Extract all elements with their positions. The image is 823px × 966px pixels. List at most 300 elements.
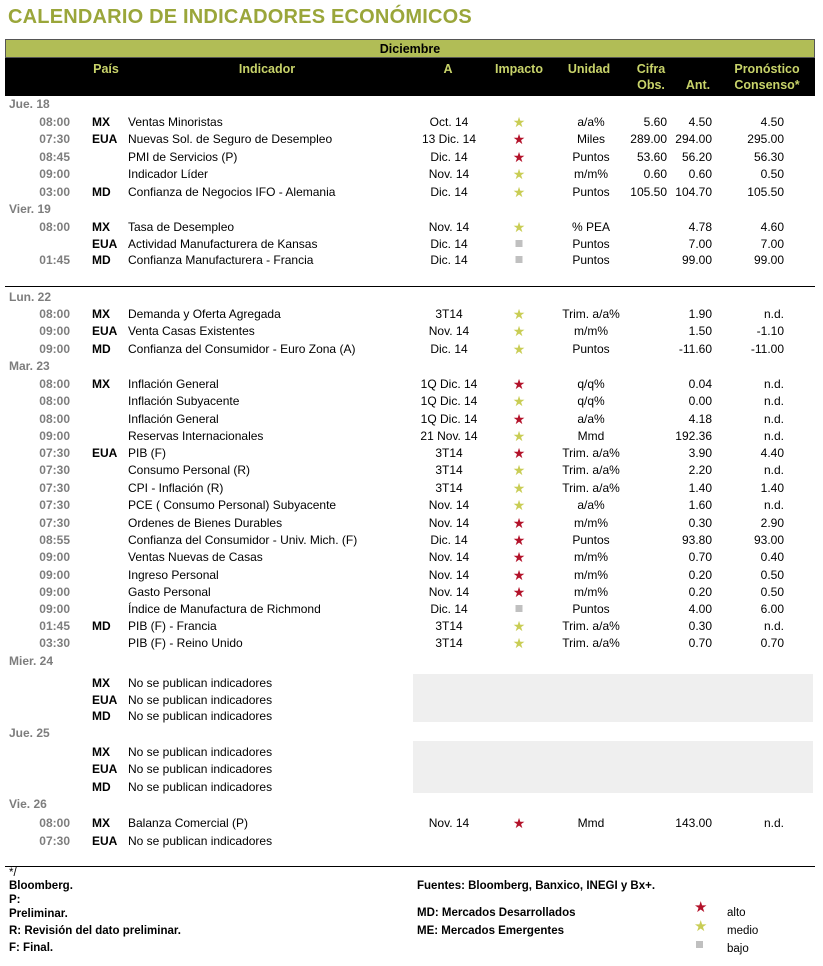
country-cell: MX [92,115,110,129]
footnote-f: F: Final. [9,942,54,954]
ant-cell: 2.20 [688,463,712,477]
period-cell: Dic. 14 [430,342,468,356]
consensus-cell: 1.40 [760,481,784,495]
divider [5,286,815,287]
time-cell: 08:00 [39,115,70,129]
ant-cell: 0.60 [688,167,712,181]
consensus-cell: 93.00 [753,533,784,547]
period-cell: Nov. 14 [428,498,470,512]
table-row [0,692,823,709]
day-label: Mier. 24 [9,654,54,668]
table-row [0,549,823,566]
unit-cell: Mmd [577,816,605,830]
unit-cell: m/m% [574,516,608,530]
unit-cell: % PEA [571,220,611,234]
period-cell: 13 Dic. 14 [421,132,477,146]
consensus-cell: 7.00 [760,237,784,251]
unit-cell: m/m% [574,550,608,564]
indicator-cell: Gasto Personal [128,585,211,599]
indicator-cell: CPI - Inflación (R) [128,481,224,495]
consensus-cell: 0.40 [760,550,784,564]
day-label: Jue. 25 [9,726,50,740]
indicator-cell: PIB (F) [128,446,166,460]
unit-cell: Trim. a/a% [562,446,620,460]
day-label: Jue. 18 [9,97,50,111]
time-cell: 09:00 [39,550,70,564]
table-row [0,219,823,236]
ant-cell: 0.70 [688,636,712,650]
consensus-cell: 99.00 [753,253,784,267]
indicator-cell: No se publican indicadores [128,709,273,723]
consensus-cell: n.d. [763,463,784,477]
impact-alto-icon: ★ [512,445,526,461]
table-row [0,376,823,393]
unit-cell: a/a% [577,412,605,426]
time-cell: 09:00 [39,568,70,582]
indicator-cell: Tasa de Desempleo [128,220,235,234]
ant-cell: 0.20 [688,568,712,582]
unit-cell: m/m% [574,568,608,582]
consensus-cell: 0.50 [760,167,784,181]
time-cell: 08:55 [39,533,70,547]
period-cell: Nov. 14 [428,550,470,564]
consensus-cell: 0.50 [760,585,784,599]
ant-cell: 0.30 [688,516,712,530]
table-row [0,601,823,618]
header-pais: País [93,62,119,76]
ant-cell: 143.00 [675,816,712,830]
ant-cell: 192.36 [675,429,712,443]
table-row [0,744,823,761]
unit-cell: Puntos [572,533,610,547]
footnote-fuentes: Fuentes: Bloomberg, Banxico, INEGI y Bx+. [417,880,656,892]
consensus-cell: 2.90 [760,516,784,530]
impact-medio-icon: ★ [512,166,526,182]
ant-cell: 0.20 [688,585,712,599]
country-cell: MX [92,220,110,234]
ant-cell: 0.30 [688,619,712,633]
time-cell: 09:00 [39,585,70,599]
indicator-cell: Consumo Personal (R) [128,463,251,477]
consensus-cell: 4.60 [760,220,784,234]
month-bar: Diciembre [5,39,815,58]
unit-cell: Puntos [572,253,610,267]
time-cell: 08:45 [39,150,70,164]
indicator-cell: No se publican indicadores [128,693,273,707]
period-cell: Dic. 14 [430,533,468,547]
time-cell: 07:30 [39,481,70,495]
header-indicador: Indicador [238,62,296,76]
unit-cell: Puntos [572,237,610,251]
indicator-cell: No se publican indicadores [128,745,273,759]
consensus-cell: 4.40 [760,446,784,460]
consensus-cell: n.d. [763,619,784,633]
indicator-cell: No se publican indicadores [128,676,273,690]
country-cell: EUA [92,132,118,146]
header-consenso: Consenso* [734,78,800,92]
impact-medio-icon: ★ [512,393,526,409]
period-cell: Nov. 14 [428,324,470,338]
time-cell: 08:00 [39,377,70,391]
unit-cell: q/q% [577,394,605,408]
indicator-cell: Ingreso Personal [128,568,219,582]
time-cell: 07:30 [39,446,70,460]
period-cell: 1Q Dic. 14 [420,412,478,426]
divider [5,866,815,867]
consensus-cell: 0.70 [760,636,784,650]
time-cell: 09:00 [39,429,70,443]
period-cell: Oct. 14 [429,115,469,129]
ant-cell: 4.50 [688,115,712,129]
ant-cell: 104.70 [675,185,712,199]
legend-bajo-label: bajo [727,943,749,955]
country-cell: EUA [92,762,118,776]
table-row [0,131,823,148]
legend-alto-label: alto [727,907,746,919]
period-cell: 3T14 [435,446,463,460]
consensus-cell: 6.00 [760,602,784,616]
impact-medio-icon: ★ [512,635,526,651]
ant-cell: 0.00 [688,394,712,408]
indicator-cell: Indicador Líder [128,167,209,181]
period-cell: 3T14 [435,307,463,321]
table-row [0,480,823,497]
table-row [0,635,823,652]
impact-medio-icon: ★ [512,184,526,200]
period-cell: 21 Nov. 14 [420,429,478,443]
ant-cell: 0.70 [688,550,712,564]
indicator-cell: Confianza del Consumidor - Euro Zona (A) [128,342,356,356]
unit-cell: a/a% [577,115,605,129]
country-cell: EUA [92,693,118,707]
period-cell: Nov. 14 [428,585,470,599]
ant-cell: -11.60 [678,342,712,356]
unit-cell: m/m% [574,324,608,338]
time-cell: 09:00 [39,167,70,181]
unit-cell: Trim. a/a% [562,636,620,650]
unit-cell: Trim. a/a% [562,463,620,477]
table-row [0,462,823,479]
period-cell: 1Q Dic. 14 [420,394,478,408]
consensus-cell: n.d. [763,377,784,391]
ant-cell: 294.00 [675,132,712,146]
time-cell: 01:45 [39,619,70,633]
consensus-cell: n.d. [763,429,784,443]
day-label: Lun. 22 [9,290,52,304]
day-label: Vier. 19 [9,202,51,216]
impact-alto-icon: ★ [512,532,526,548]
indicator-cell: Índice de Manufactura de Richmond [128,602,321,616]
country-cell: MD [92,185,111,199]
country-cell: MD [92,780,111,794]
header-unidad: Unidad [567,62,611,76]
consensus-cell: -11.00 [750,342,784,356]
indicator-cell: Venta Casas Existentes [128,324,255,338]
impact-medio-icon: ★ [512,323,526,339]
impact-medio-icon: ★ [512,480,526,496]
table-row [0,166,823,183]
ant-cell: 1.40 [688,481,712,495]
consensus-cell: n.d. [763,307,784,321]
indicator-cell: Inflación General [128,412,219,426]
country-cell: EUA [92,237,118,251]
impact-alto-icon: ★ [512,549,526,565]
impact-alto-icon: ★ [512,131,526,147]
header-a: A [443,62,453,76]
unit-cell: a/a% [577,498,605,512]
country-cell: MD [92,709,111,723]
ant-cell: 0.04 [688,377,712,391]
impact-medio-icon: ★ [512,497,526,513]
impact-alto-icon: ★ [512,149,526,165]
period-cell: Nov. 14 [428,568,470,582]
time-cell: 09:00 [39,324,70,338]
indicator-cell: No se publican indicadores [128,780,273,794]
impact-bajo-icon [516,601,523,618]
time-cell: 07:30 [39,463,70,477]
time-cell: 08:00 [39,220,70,234]
period-cell: Dic. 14 [430,150,468,164]
indicator-cell: PIB (F) - Reino Unido [128,636,243,650]
unit-cell: Trim. a/a% [562,619,620,633]
indicator-cell: Inflación General [128,377,219,391]
obs-cell: 53.60 [636,150,667,164]
indicator-cell: Ordenes de Bienes Durables [128,516,283,530]
unit-cell: Trim. a/a% [562,307,620,321]
table-row [0,114,823,131]
table-row [0,567,823,584]
period-cell: Nov. 14 [428,816,470,830]
footnote-me: ME: Mercados Emergentes [417,925,564,937]
country-cell: MX [92,377,110,391]
ant-cell: 4.78 [688,220,712,234]
impact-medio-icon: ★ [512,462,526,478]
period-cell: 3T14 [435,463,463,477]
table-row [0,393,823,410]
period-cell: Nov. 14 [428,220,470,234]
country-cell: MX [92,676,110,690]
obs-cell: 289.00 [630,132,667,146]
table-header [5,58,815,96]
obs-cell: 5.60 [643,115,667,129]
country-cell: MD [92,253,111,267]
legend-bajo-icon [696,937,703,955]
impact-alto-icon: ★ [512,584,526,600]
footnote-md: MD: Mercados Desarrollados [417,907,576,919]
impact-alto-icon: ★ [512,567,526,583]
indicator-cell: PMI de Servicios (P) [128,150,238,164]
table-row [0,532,823,549]
ant-cell: 99.00 [681,253,712,267]
consensus-cell: 4.50 [760,115,784,129]
indicator-cell: No se publican indicadores [128,762,273,776]
time-cell: 09:00 [39,342,70,356]
table-row [0,236,823,253]
country-cell: EUA [92,834,118,848]
indicator-cell: Confianza de Negocios IFO - Alemania [128,185,336,199]
table-row [0,618,823,635]
period-cell: Dic. 14 [430,185,468,199]
indicator-cell: Confianza Manufacturera - Francia [128,253,314,267]
footnote-preliminar: Preliminar. [9,908,68,920]
table-row [0,584,823,601]
country-cell: MX [92,816,110,830]
unit-cell: Miles [576,132,606,146]
footnote-p: P: [9,894,21,906]
unit-cell: Trim. a/a% [562,481,620,495]
period-cell: Dic. 14 [430,602,468,616]
consensus-cell: n.d. [763,498,784,512]
indicator-cell: Demanda y Oferta Agregada [128,307,281,321]
time-cell: 08:00 [39,307,70,321]
table-row [0,184,823,201]
consensus-cell: n.d. [763,412,784,426]
time-cell: 07:30 [39,498,70,512]
table-row [0,779,823,796]
impact-alto-icon: ★ [512,815,526,831]
footnote-r: R: Revisión del dato preliminar. [9,925,181,937]
ant-cell: 4.00 [688,602,712,616]
indicator-cell: PCE ( Consumo Personal) Subyacente [128,498,337,512]
impact-medio-icon: ★ [512,114,526,130]
table-row [0,252,823,269]
unit-cell: Mmd [577,429,605,443]
unit-cell: Puntos [572,342,610,356]
indicator-cell: No se publican indicadores [128,834,273,848]
consensus-cell: -1.10 [756,324,784,338]
unit-cell: q/q% [577,377,605,391]
time-cell: 07:30 [39,516,70,530]
country-cell: MX [92,307,110,321]
impact-medio-icon: ★ [512,341,526,357]
period-cell: 3T14 [435,619,463,633]
country-cell: MD [92,342,111,356]
consensus-cell: n.d. [763,394,784,408]
country-cell: MX [92,745,110,759]
time-cell: 08:00 [39,816,70,830]
consensus-cell: n.d. [763,816,784,830]
period-cell: 1Q Dic. 14 [420,377,478,391]
table-row [0,815,823,832]
obs-cell: 105.50 [630,185,667,199]
period-cell: 3T14 [435,481,463,495]
header-impacto: Impacto [495,62,543,76]
table-row [0,761,823,778]
period-cell: Nov. 14 [428,167,470,181]
time-cell: 01:45 [39,253,70,267]
time-cell: 08:00 [39,394,70,408]
header-obs: Obs. [637,78,665,92]
indicator-cell: Inflación Subyacente [128,394,240,408]
impact-medio-icon: ★ [512,306,526,322]
impact-alto-icon: ★ [512,376,526,392]
period-cell: Dic. 14 [430,253,468,267]
ant-cell: 93.80 [681,533,712,547]
unit-cell: m/m% [574,585,608,599]
impact-medio-icon: ★ [512,618,526,634]
country-cell: MD [92,619,111,633]
indicator-cell: Ventas Minoristas [128,115,223,129]
impact-bajo-icon [516,236,523,253]
unit-cell: Puntos [572,150,610,164]
table-row [0,515,823,532]
table-row [0,675,823,692]
ant-cell: 7.00 [688,237,712,251]
consensus-cell: 0.50 [760,568,784,582]
period-cell: Nov. 14 [428,516,470,530]
time-cell: 07:30 [39,132,70,146]
ant-cell: 1.60 [688,498,712,512]
time-cell: 03:00 [39,185,70,199]
table-row [0,149,823,166]
time-cell: 03:30 [39,636,70,650]
country-cell: EUA [92,324,118,338]
footnote-star: */ [9,867,17,879]
country-cell: EUA [92,446,118,460]
period-cell: 3T14 [435,636,463,650]
indicator-cell: Nuevas Sol. de Seguro de Desempleo [128,132,333,146]
indicator-cell: Confianza del Consumidor - Univ. Mich. (F) [128,533,358,547]
day-label: Mar. 23 [9,359,50,373]
header-cifra: Cifra [636,62,666,76]
header-ant: Ant. [685,78,711,92]
time-cell: 08:00 [39,412,70,426]
day-label: Vie. 26 [9,797,47,811]
consensus-cell: 56.30 [753,150,784,164]
impact-alto-icon: ★ [512,411,526,427]
indicator-cell: Reservas Internacionales [128,429,264,443]
ant-cell: 1.90 [688,307,712,321]
time-cell: 09:00 [39,602,70,616]
table-row [0,708,823,725]
unit-cell: m/m% [574,167,608,181]
ant-cell: 1.50 [688,324,712,338]
impact-alto-icon: ★ [512,515,526,531]
consensus-cell: 295.00 [747,132,784,146]
table-row [0,341,823,358]
unit-cell: Puntos [572,602,610,616]
ant-cell: 4.18 [688,412,712,426]
impact-medio-icon: ★ [512,219,526,235]
table-row [0,445,823,462]
impact-bajo-icon [516,252,523,269]
page-title: CALENDARIO DE INDICADORES ECONÓMICOS [8,6,472,28]
impact-medio-icon: ★ [512,428,526,444]
obs-cell: 0.60 [643,167,667,181]
table-row [0,323,823,340]
indicator-cell: Ventas Nuevas de Casas [128,550,263,564]
table-row [0,428,823,445]
legend-medio-icon: ★ [694,918,708,935]
indicator-cell: Actividad Manufacturera de Kansas [128,237,318,251]
indicator-cell: Balanza Comercial (P) [128,816,249,830]
table-row [0,497,823,514]
legend-alto-icon: ★ [694,899,708,916]
table-row [0,833,823,850]
table-row [0,411,823,428]
header-pronostico: Pronóstico [734,62,800,76]
table-row [0,306,823,323]
time-cell: 07:30 [39,834,70,848]
footnote-bloomberg: Bloomberg. [9,880,73,892]
indicator-cell: PIB (F) - Francia [128,619,217,633]
ant-cell: 56.20 [681,150,712,164]
ant-cell: 3.90 [688,446,712,460]
unit-cell: Puntos [572,185,610,199]
legend-medio-label: medio [727,925,759,937]
consensus-cell: 105.50 [747,185,784,199]
period-cell: Dic. 14 [430,237,468,251]
